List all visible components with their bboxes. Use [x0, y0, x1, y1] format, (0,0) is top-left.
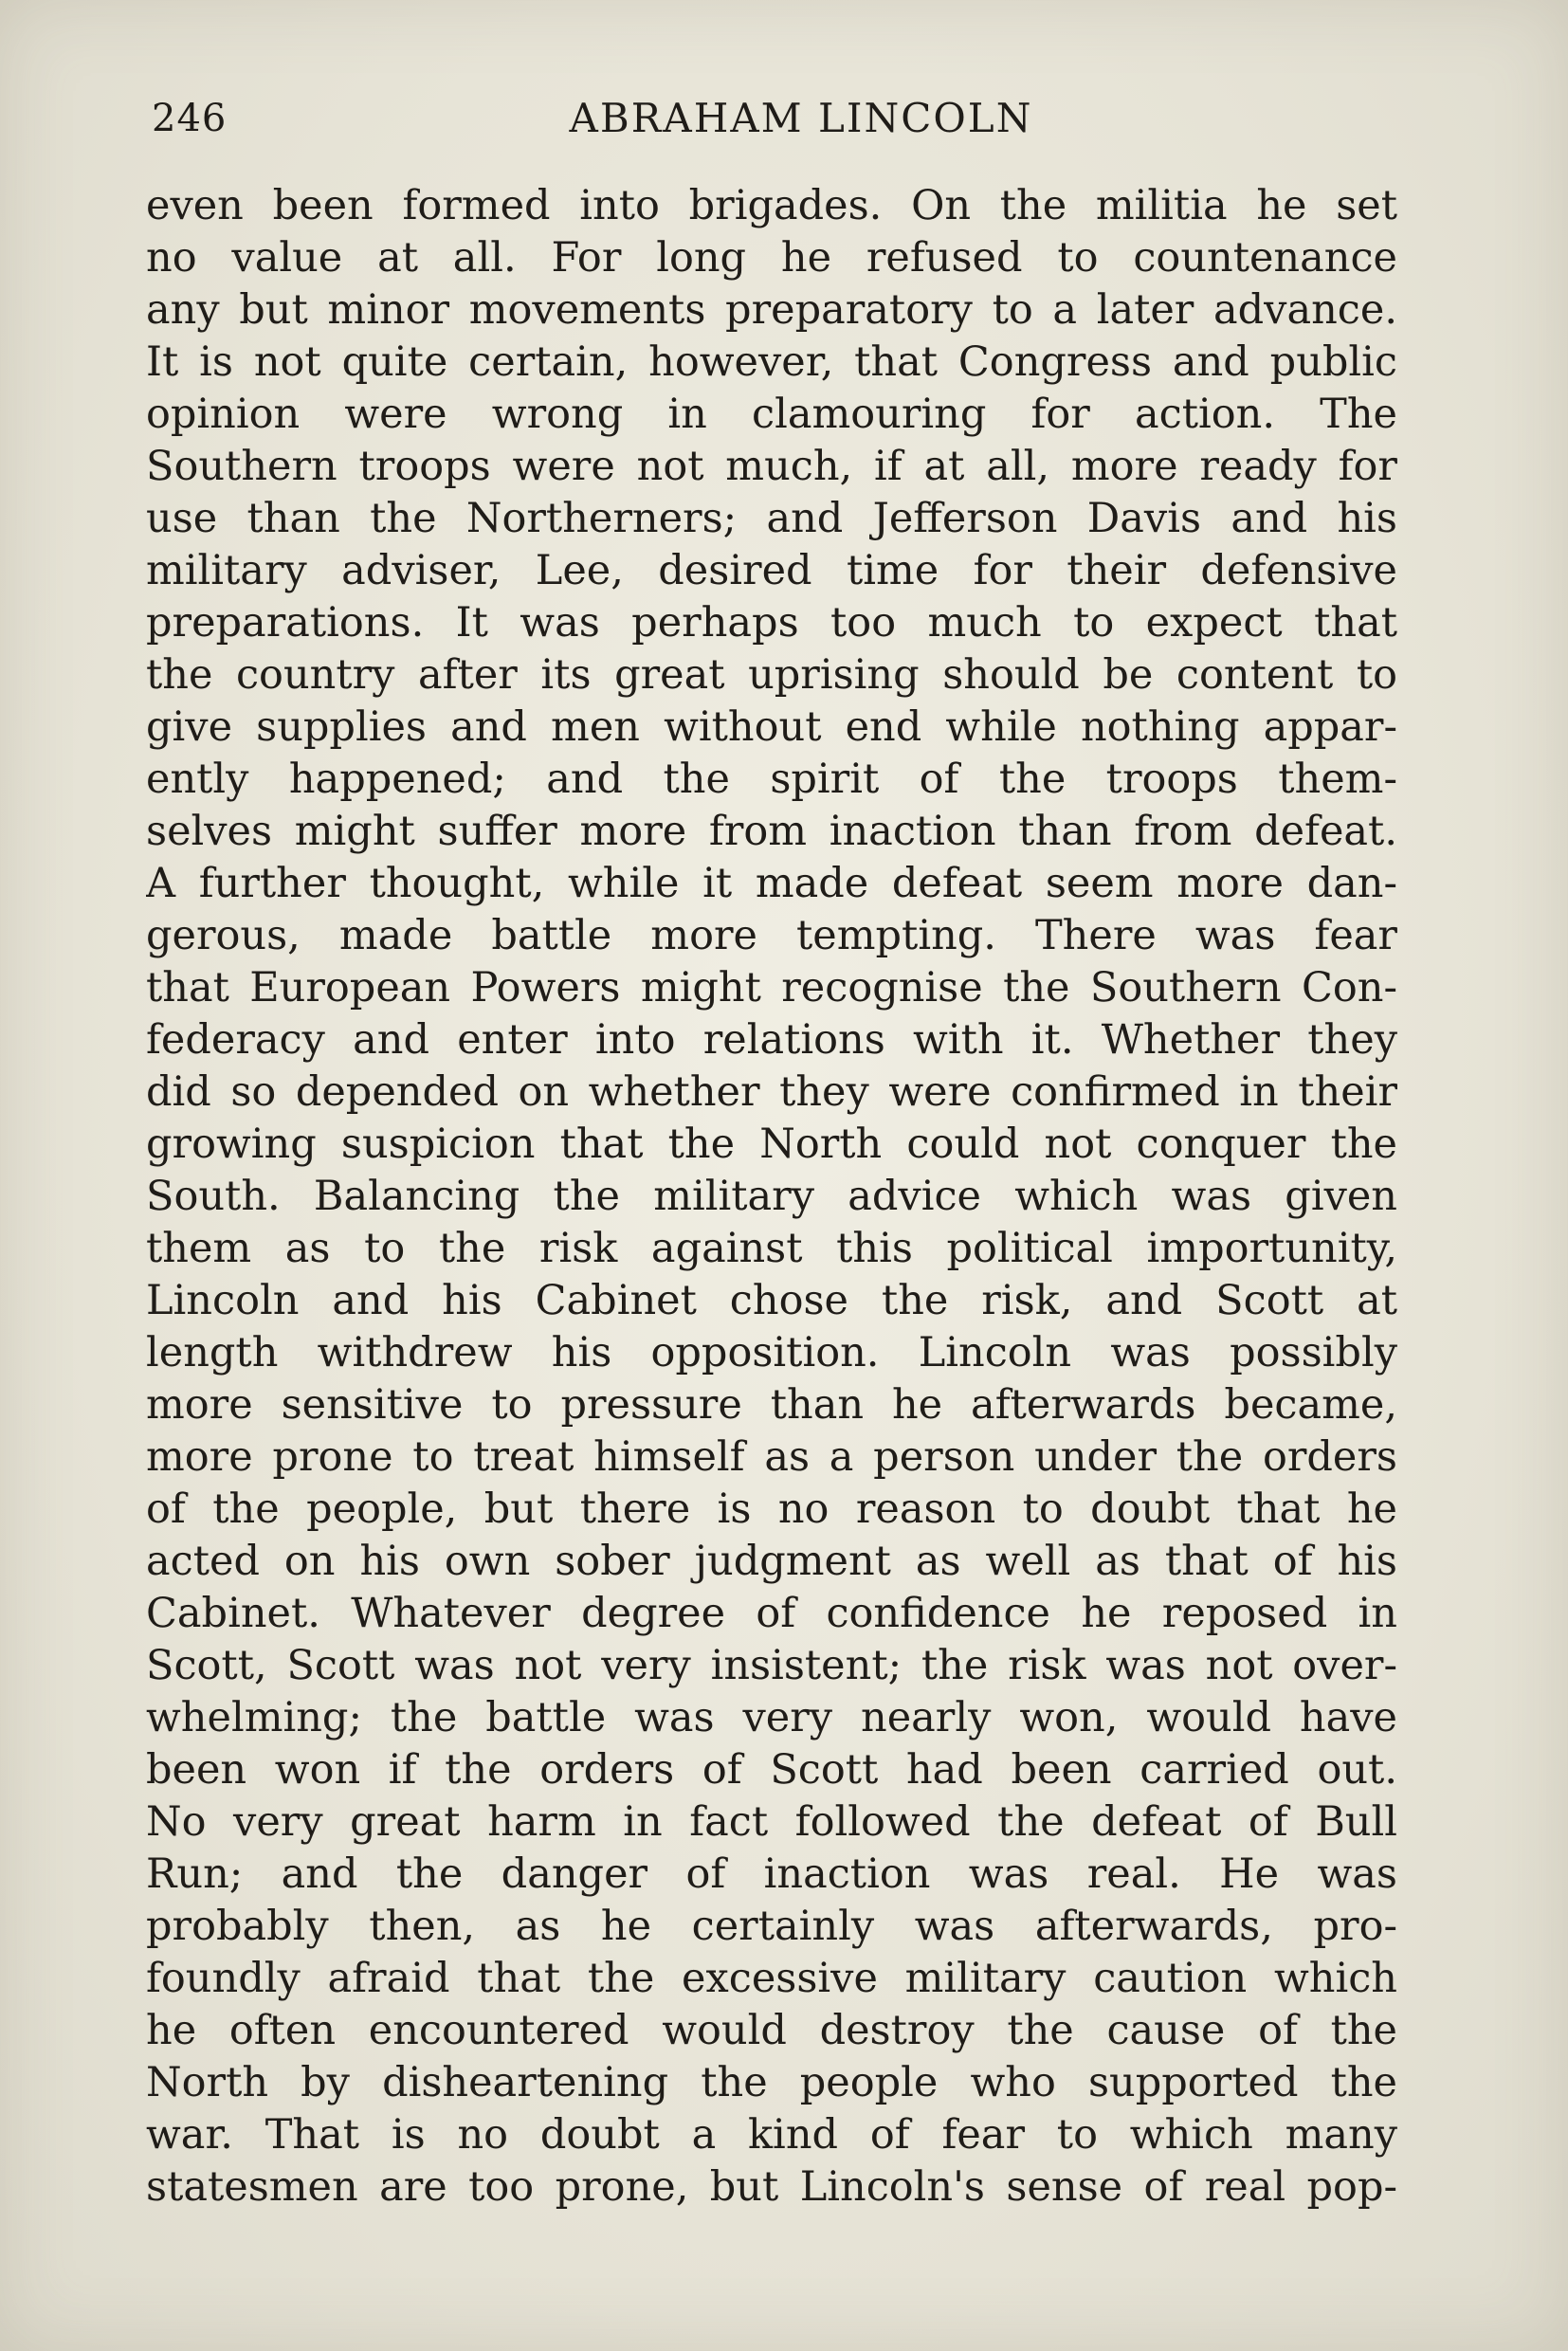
text-line: North by disheartening the people who supported the: [146, 2059, 1397, 2106]
text-line: federacy and enter into relations with it. Whether they: [146, 1016, 1397, 1064]
text-line: Run; and the danger of inaction was real. He was: [146, 1850, 1397, 1898]
text-line: Scott, Scott was not very insistent; the risk was not over-: [146, 1642, 1397, 1689]
text-line: Southern troops were not much, if at all, more ready for: [146, 443, 1397, 490]
text-line: statesmen are too prone, but Lincoln's sense of real pop-: [146, 2163, 1397, 2211]
text-line: whelming; the battle was very nearly won, would have: [146, 1694, 1397, 1741]
running-head: [152, 90, 1413, 156]
text-line: more prone to treat himself as a person under the orders: [146, 1433, 1397, 1481]
text-line: foundly afraid that the excessive military caution which: [146, 1955, 1397, 2002]
text-line: A further thought, while it made defeat seem more dan-: [146, 860, 1397, 907]
text-line: selves might suffer more from inaction than from defeat.: [146, 808, 1397, 855]
body-text: [146, 180, 1397, 2214]
text-line: any but minor movements preparatory to a later advance.: [146, 286, 1397, 334]
text-line: war. That is no doubt a kind of fear to which many: [146, 2111, 1397, 2159]
text-line: It is not quite certain, however, that Congress and public: [146, 338, 1397, 386]
text-line: probably then, as he certainly was afterwards, pro-: [146, 1903, 1397, 1950]
text-line: military adviser, Lee, desired time for their defensive: [146, 547, 1397, 594]
text-line: Lincoln and his Cabinet chose the risk, and Scott at: [146, 1277, 1397, 1324]
text-line: Cabinet. Whatever degree of confidence he reposed in: [146, 1590, 1397, 1637]
text-line: been won if the orders of Scott had been carried out.: [146, 1746, 1397, 1794]
text-line: no value at all. For long he refused to countenance: [146, 234, 1397, 282]
text-line: use than the Northerners; and Jefferson Davis and his: [146, 495, 1397, 542]
text-line: preparations. It was perhaps too much to expect that: [146, 599, 1397, 647]
text-line: even been formed into brigades. On the militia he set: [146, 182, 1397, 229]
text-line: of the people, but there is no reason to doubt that he: [146, 1485, 1397, 1533]
text-line: acted on his own sober judgment as well as that of his: [146, 1538, 1397, 1585]
text-line: No very great harm in fact followed the defeat of Bull: [146, 1798, 1397, 1846]
text-line: more sensitive to pressure than he afterwards became,: [146, 1381, 1397, 1429]
text-line: them as to the risk against this political importunity,: [146, 1225, 1397, 1272]
text-line: did so depended on whether they were confirmed in their: [146, 1068, 1397, 1116]
text-line: give supplies and men without end while nothing appar-: [146, 703, 1397, 751]
text-line: ently happened; and the spirit of the troops them-: [146, 756, 1397, 803]
text-line: he often encountered would destroy the cause of the: [146, 2007, 1397, 2054]
page-number: 246: [152, 97, 228, 140]
text-line: length withdrew his opposition. Lincoln was possibly: [146, 1329, 1397, 1376]
text-line: growing suspicion that the North could not conquer the: [146, 1121, 1397, 1168]
text-line: opinion were wrong in clamouring for action. The: [146, 391, 1397, 438]
text-line: South. Balancing the military advice which was given: [146, 1173, 1397, 1220]
running-title: ABRAHAM LINCOLN: [569, 95, 1033, 141]
text-line: gerous, made battle more tempting. There was fear: [146, 912, 1397, 959]
text-line: that European Powers might recognise the Southern Con-: [146, 964, 1397, 1011]
text-line: the country after its great uprising should be content to: [146, 651, 1397, 699]
